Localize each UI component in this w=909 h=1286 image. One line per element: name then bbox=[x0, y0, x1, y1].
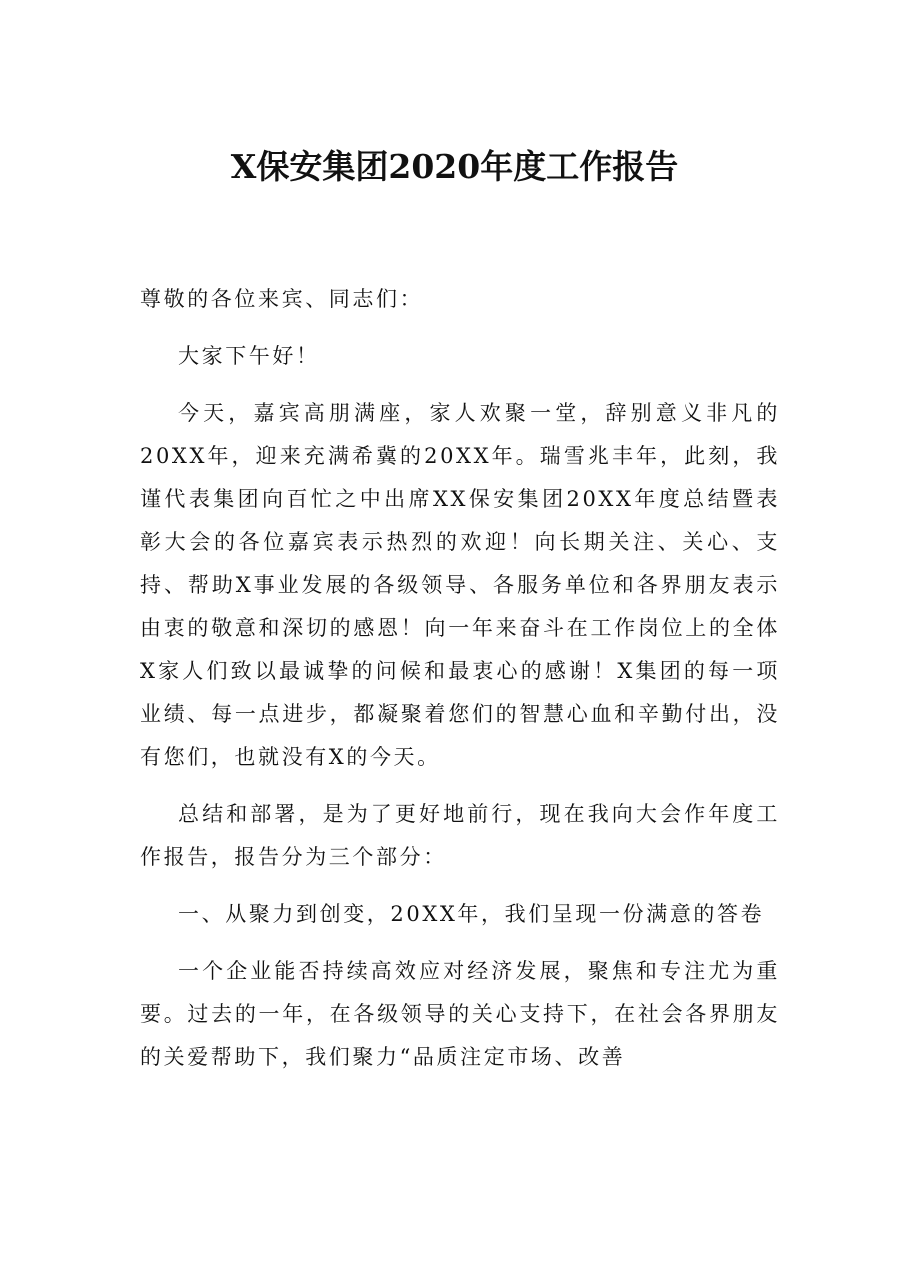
paragraph-section-one: 一个企业能否持续高效应对经济发展，聚焦和专注尤为重要。过去的一年，在各级领导的关心支持下，在社会各界朋友的关爱帮助下，我们聚力“品质注定市场、改善 bbox=[140, 959, 780, 1069]
section-heading: 一、从聚力到创变，20XX年，我们呈现一份满意的答卷 bbox=[178, 902, 765, 926]
paragraph-report-intro: 总结和部署，是为了更好地前行，现在我向大会作年度工作报告，报告分为三个部分： bbox=[140, 802, 780, 869]
salutation: 尊敬的各位来宾、同志们： bbox=[140, 287, 424, 311]
greeting: 大家下午好！ bbox=[178, 344, 320, 368]
paragraph-welcome: 今天，嘉宾高朋满座，家人欢聚一堂，辞别意义非凡的20XX年，迎来充满希冀的20XX年。瑞雪兆丰年，此刻，我谨代表集团向百忙之中出席XX保安集团20XX年度总结暨表彰大会的各位嘉宾表示热烈的欢迎！向长期关注、关心、支持、帮助X事业发展的各级领导、各服务单位和各界朋友表示由衷的敬意和深切的感恩！向一年来奋斗在工作岗位上的全体X家人们致以最诚挚的问候和最衷心的感谢！X集团的每一项业绩、每一点进步，都凝聚着您们的智慧心血和辛勤付出，没有您们，也就没有X的今天。 bbox=[140, 401, 780, 769]
document-body bbox=[140, 278, 780, 1079]
document-title: X保安集团2020年度工作报告 bbox=[230, 147, 679, 186]
